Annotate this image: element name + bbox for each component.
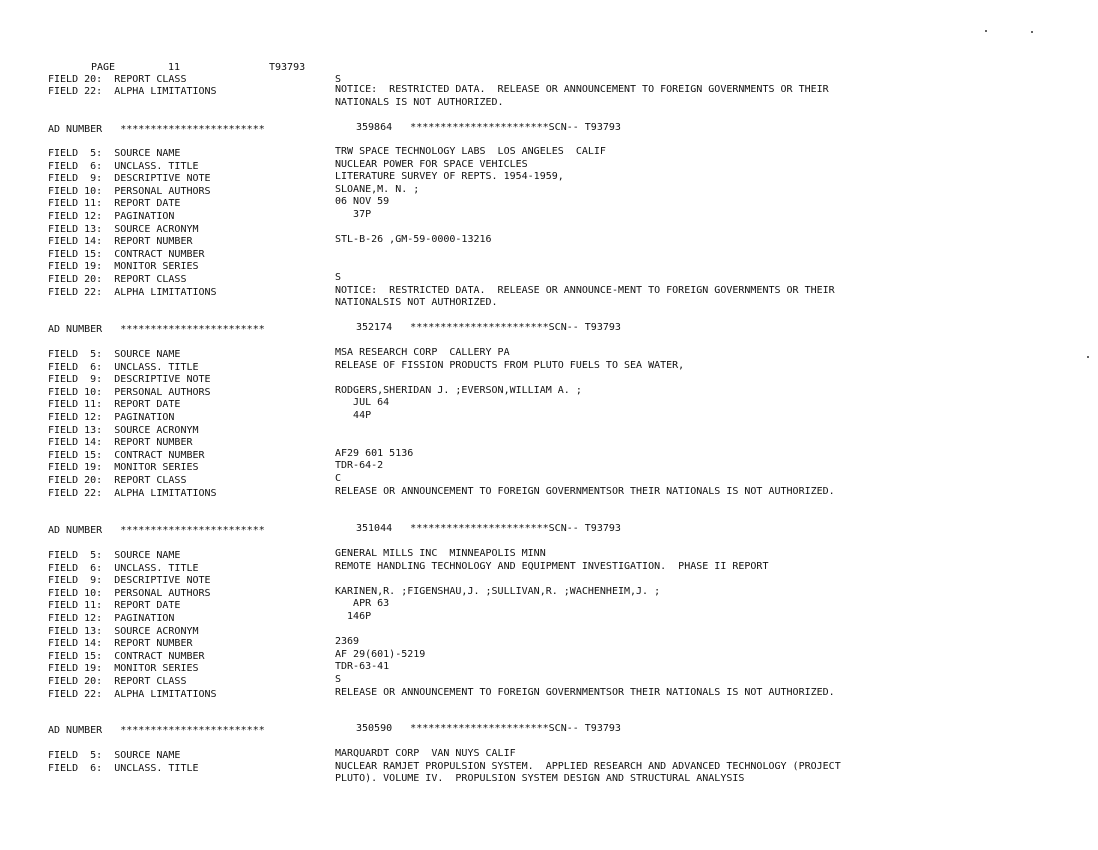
- field-20-value: S: [335, 74, 342, 85]
- field-labels: FIELD 5: SOURCE NAME FIELD 6: UNCLASS. TITLE FIELD 9: DESCRIPTIVE NOTE FIELD 10: PERSONAL AUTHORS FIELD 11: REPORT DATE FIELD 12: PAGINATION FIELD 13: SOURCE ACRONYM FIELD 14: REPORT NUMBER FIELD 15: CONTRACT NUMBER FIELD 19: MONITOR SERIES FIELD 20: REPORT CLASS FIELD 22: ALPHA LIMITATIONS: [48, 148, 217, 298]
- field-values: MSA RESEARCH CORP CALLERY PA RELEASE OF FISSION PRODUCTS FROM PLUTO FUELS TO SEA WATER, RODGERS,SHERIDAN J. ;EVERSON,WILLIAM A. ; JUL 64 44P AF29 601 5136 TDR-64-2 C RELEASE OR ANNOUNCEMENT TO FOREIGN GOVERNMENTSOR THEIR NATIONALS IS NOT AUTHORIZED.: [335, 347, 835, 497]
- ad-number-value: 352174 ***********************SCN-- T93793: [356, 322, 621, 333]
- scan-speck: [1031, 31, 1033, 33]
- ad-number-label: AD NUMBER ************************: [48, 725, 265, 736]
- field-22-value: NOTICE: RESTRICTED DATA. RELEASE OR ANNOUNCEMENT TO FOREIGN GOVERNMENTS OR THEIR NATIONALS IS NOT AUTHORIZED.: [335, 84, 829, 108]
- field-labels: FIELD 5: SOURCE NAME FIELD 6: UNCLASS. TITLE: [48, 750, 199, 774]
- field-labels: FIELD 5: SOURCE NAME FIELD 6: UNCLASS. TITLE FIELD 9: DESCRIPTIVE NOTE FIELD 10: PERSONAL AUTHORS FIELD 11: REPORT DATE FIELD 12: PAGINATION FIELD 13: SOURCE ACRONYM FIELD 14: REPORT NUMBER FIELD 15: CONTRACT NUMBER FIELD 19: MONITOR SERIES FIELD 20: REPORT CLASS FIELD 22: ALPHA LIMITATIONS: [48, 550, 217, 700]
- field-values: MARQUARDT CORP VAN NUYS CALIF NUCLEAR RAMJET PROPULSION SYSTEM. APPLIED RESEARCH AND ADVANCED TECHNOLOGY (PROJECT PLUTO). VOLUME IV. PROPULSION SYSTEM DESIGN AND STRUCTURAL ANALYSIS: [335, 748, 841, 785]
- ad-number-value: 350590 ***********************SCN-- T93793: [356, 723, 621, 734]
- field-labels: FIELD 5: SOURCE NAME FIELD 6: UNCLASS. TITLE FIELD 9: DESCRIPTIVE NOTE FIELD 10: PERSONAL AUTHORS FIELD 11: REPORT DATE FIELD 12: PAGINATION FIELD 13: SOURCE ACRONYM FIELD 14: REPORT NUMBER FIELD 15: CONTRACT NUMBER FIELD 19: MONITOR SERIES FIELD 20: REPORT CLASS FIELD 22: ALPHA LIMITATIONS: [48, 349, 217, 499]
- scan-speck: [985, 30, 987, 32]
- ad-number-value: 351044 ***********************SCN-- T93793: [356, 523, 621, 534]
- field-values: TRW SPACE TECHNOLOGY LABS LOS ANGELES CALIF NUCLEAR POWER FOR SPACE VEHICLES LITERATURE SURVEY OF REPTS. 1954-1959, SLOANE,M. N. ; 06 NOV 59 37P STL-B-26 ,GM-59-0000-13216 S NOTICE: RESTRICTED DATA. RELEASE OR ANNOUNCE-MENT TO FOREIGN GOVERNMENTS OR THEIR NATIONALSIS NOT AUTHORIZED.: [335, 146, 835, 309]
- field-values: GENERAL MILLS INC MINNEAPOLIS MINN REMOTE HANDLING TECHNOLOGY AND EQUIPMENT INVESTIGATION. PHASE II REPORT KARINEN,R. ;FIGENSHAU,J. ;SULLIVAN,R. ;WACHENHEIM,J. ; APR 63 146P 2369 AF 29(601)-5219 TDR-63-41 S RELEASE OR ANNOUNCEMENT TO FOREIGN GOVERNMENTSOR THEIR NATIONALS IS NOT AUTHORIZED.: [335, 548, 835, 698]
- scan-speck: [1087, 356, 1089, 358]
- page-number: 11: [168, 62, 181, 73]
- ad-number-label: AD NUMBER ************************: [48, 324, 265, 335]
- report-code: T93793: [269, 62, 306, 73]
- ad-number-value: 359864 ***********************SCN-- T93793: [356, 122, 621, 133]
- ad-number-label: AD NUMBER ************************: [48, 525, 265, 536]
- page-label: PAGE: [91, 62, 116, 73]
- ad-number-label: AD NUMBER ************************: [48, 124, 265, 135]
- field-22-label: FIELD 22: ALPHA LIMITATIONS: [48, 86, 217, 97]
- field-20-label: FIELD 20: REPORT CLASS: [48, 74, 187, 85]
